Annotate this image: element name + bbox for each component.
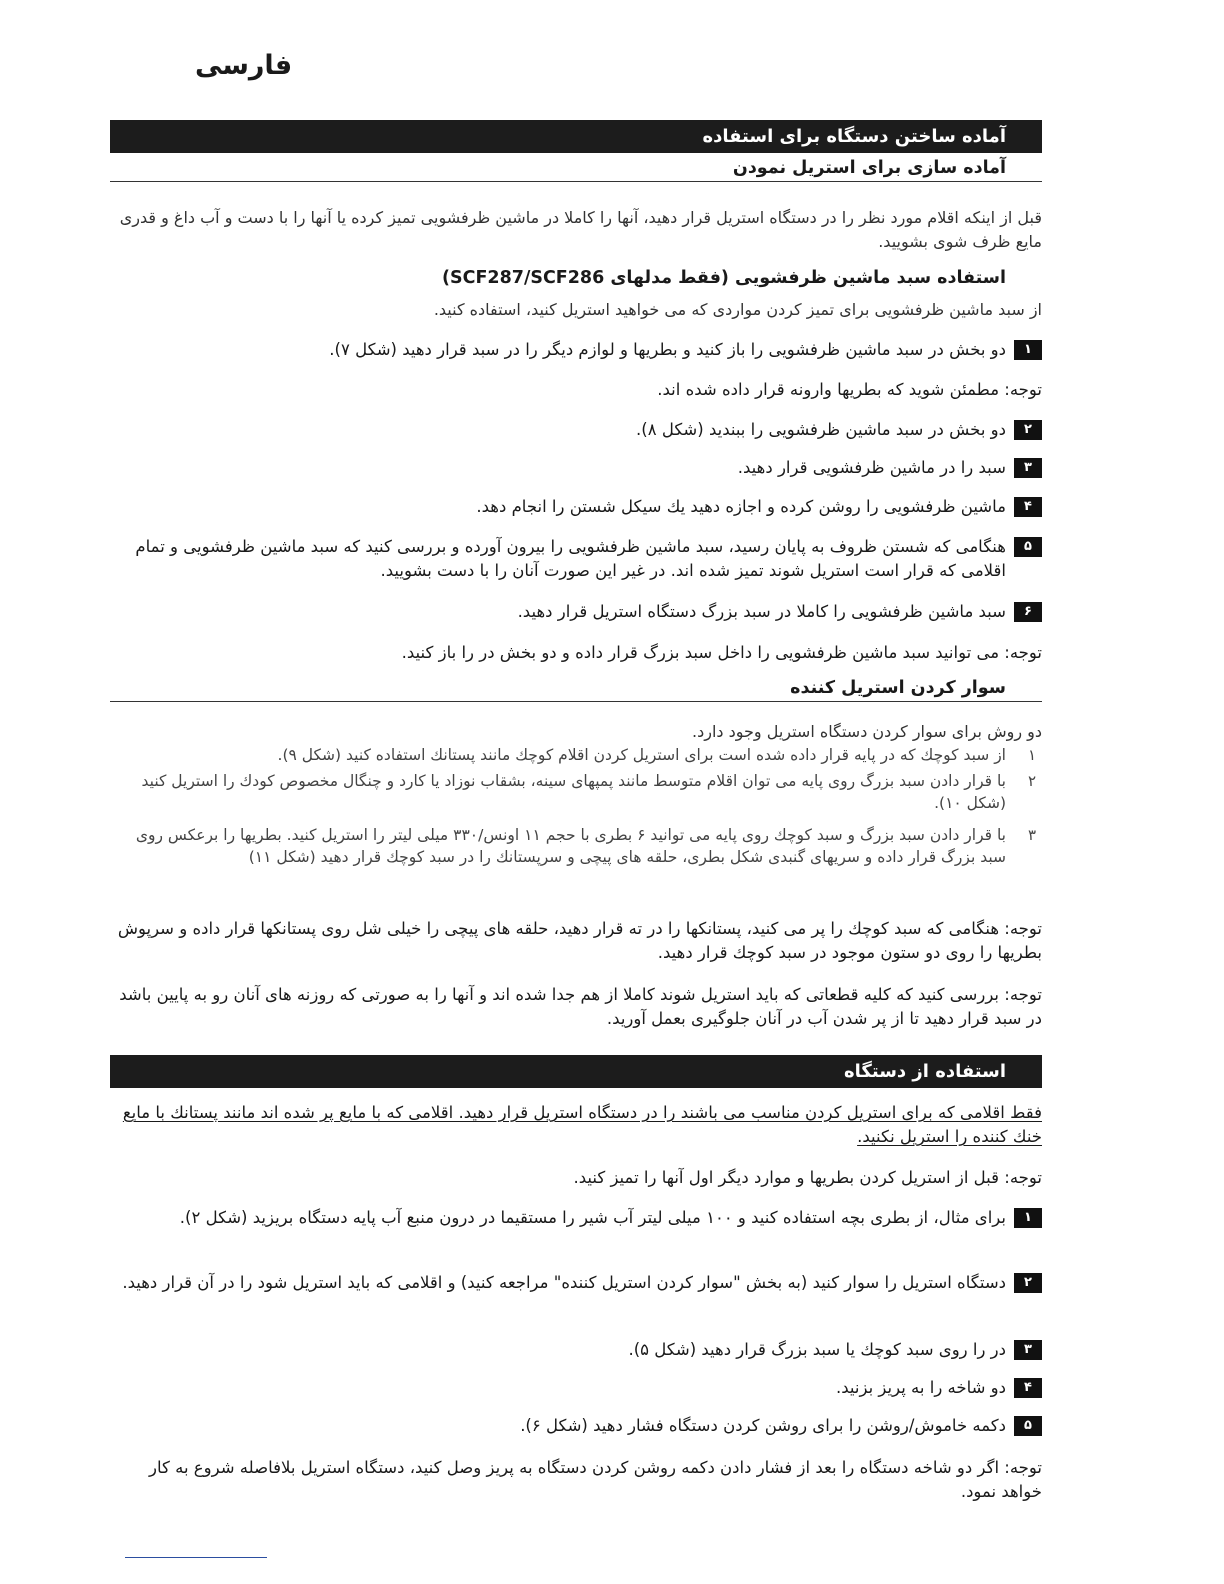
step-text: در را روی سبد کوچك یا سبد بزرگ قرار دهید (شکل ۵). bbox=[628, 1340, 1006, 1359]
step-text: دو بخش در سبد ماشین ظرفشویی را باز کنید و بطریها و لوازم دیگر را در سبد قرار دهید (شکل ۷). bbox=[329, 340, 1006, 359]
heading-dishwasher-basket: استفاده سبد ماشین ظرفشویی (فقط مدلهای SCF287/SCF286) bbox=[442, 268, 1006, 288]
step-text: سبد ماشین ظرفشویی را کاملا در سبد بزرگ دستگاه استریل قرار دهید. bbox=[517, 602, 1006, 621]
footer-divider bbox=[125, 1557, 267, 1558]
assembly-item-2 bbox=[110, 770, 1042, 814]
note-clean-first: توجه: قبل از استریل کردن بطریها و موارد دیگر اول آنها را تمیز کنید. bbox=[573, 1168, 1042, 1187]
note-small-basket: توجه: هنگامی که سبد کوچك را پر می کنید، پستانکها را در ته قرار دهید، حلقه های پیچی را خیلی شل روی پستانکها قرار داده و سرپوش بطریها را روی دو ستون موجود در سبد کوچك قرار دهید. bbox=[117, 919, 1042, 962]
step-number: ۳ bbox=[1014, 458, 1042, 478]
note-dishwasher-basket-inside: توجه: می توانید سبد ماشین ظرفشویی را داخل سبد بزرگ قرار داده و دو بخش در را باز کنید. bbox=[401, 643, 1042, 662]
paragraph-sterilization-prep: قبل از اینکه اقلام مورد نظر را در دستگاه استریل قرار دهید، آنها را کاملا در ماشین ظرفشویی تمیز کرده یا آنها را با دست و آب داغ و قدری مایع ظرف شوی بشویید. bbox=[119, 208, 1042, 251]
list-number: ۱ bbox=[1027, 746, 1036, 764]
list-text: با قرار دادن سبد بزرگ روی پایه می توان اقلام متوسط مانند پمپهای سینه، بشقاب نوزاد یا کارد و چنگال مخصوص کودك را استریل کنید (شکل ۱۰). bbox=[141, 772, 1006, 812]
assembly-item-3 bbox=[110, 824, 1042, 868]
note-immediate-start: توجه: اگر دو شاخه دستگاه را بعد از فشار دادن دکمه روشن کردن دستگاه به پریز وصل کنید، دستگاه استریل بلافاصله شروع به کار خواهد نمود. bbox=[149, 1458, 1042, 1501]
paragraph-assembly-intro: دو روش برای سوار کردن دستگاه استریل وجود دارد. bbox=[692, 722, 1042, 741]
section-header-usage: استفاده از دستگاه bbox=[110, 1055, 1042, 1088]
step-text: سبد را در ماشین ظرفشویی قرار دهید. bbox=[737, 458, 1006, 477]
step-usage-2 bbox=[110, 1271, 1042, 1295]
step-number: ۵ bbox=[1014, 1416, 1042, 1436]
step-dishwasher-4 bbox=[110, 495, 1042, 519]
note-bottles-inverted: توجه: مطمئن شوید که بطریها وارونه قرار داده شده اند. bbox=[657, 380, 1042, 399]
step-number: ۲ bbox=[1014, 420, 1042, 440]
step-dishwasher-2 bbox=[110, 418, 1042, 442]
assembly-item-1 bbox=[110, 744, 1042, 766]
step-usage-5 bbox=[110, 1414, 1042, 1438]
step-text: برای مثال، از بطری بچه استفاده کنید و ۱۰۰ میلی لیتر آب شیر را مستقیما در درون منبع آب پایه دستگاه بریزید (شکل ۲). bbox=[179, 1208, 1006, 1227]
step-dishwasher-5 bbox=[110, 535, 1042, 583]
subheading-sterilization-prep: آماده سازی برای استریل نمودن bbox=[110, 158, 1042, 182]
step-usage-3 bbox=[110, 1338, 1042, 1362]
step-number: ۳ bbox=[1014, 1340, 1042, 1360]
step-number: ۱ bbox=[1014, 340, 1042, 360]
subheading-assembly: سوار کردن استریل کننده bbox=[110, 678, 1042, 702]
step-dishwasher-6 bbox=[110, 600, 1042, 624]
step-number: ۶ bbox=[1014, 602, 1042, 622]
step-number: ۴ bbox=[1014, 497, 1042, 517]
list-text: از سبد کوچك که در پایه قرار داده شده است برای استریل کردن اقلام کوچك مانند پستانك استفاده کنید (شکل ۹). bbox=[277, 746, 1006, 764]
list-number: ۲ bbox=[1027, 772, 1036, 790]
step-text: دکمه خاموش/روشن را برای روشن کردن دستگاه فشار دهید (شکل ۶). bbox=[520, 1416, 1006, 1435]
list-number: ۳ bbox=[1027, 826, 1036, 844]
step-number: ۲ bbox=[1014, 1273, 1042, 1293]
step-number: ۴ bbox=[1014, 1378, 1042, 1398]
warning-suitable-items: فقط اقلامی که برای استریل کردن مناسب می باشند را در دستگاه استریل قرار دهید. اقلامی که با مایع پر شده اند مانند پستانك با مایع خنك کننده را استریل نکنید. bbox=[122, 1103, 1042, 1146]
step-number: ۱ bbox=[1014, 1208, 1042, 1228]
section-header-preparation: آماده ساختن دستگاه برای استفاده bbox=[110, 120, 1042, 153]
step-usage-1 bbox=[110, 1206, 1042, 1230]
note-parts-separated: توجه: بررسی کنید که کلیه قطعاتی که باید استریل شوند کاملا از هم جدا شده اند و آنها را به صورتی که روزنه های آنان رو به پایین باشد در سبد قرار دهید تا از پر شدن آب در آنان جلوگیری بعمل آورید. bbox=[119, 985, 1042, 1028]
step-text: دو بخش در سبد ماشین ظرفشویی را ببندید (شکل ۸). bbox=[636, 420, 1006, 439]
step-number: ۵ bbox=[1014, 537, 1042, 557]
step-dishwasher-3 bbox=[110, 456, 1042, 480]
paragraph-dishwasher-intro: از سبد ماشین ظرفشویی برای تمیز کردن مواردی که می خواهید استریل کنید، استفاده کنید. bbox=[433, 300, 1042, 319]
step-usage-4 bbox=[110, 1376, 1042, 1400]
step-text: هنگامی که شستن ظروف به پایان رسید، سبد ماشین ظرفشویی را بیرون آورده و بررسی کنید که سبد ماشین ظرفشویی و تمام اقلامی که قرار است استریل شوند تمیز شده اند. در غیر این صورت آنان را با دست بشویید. bbox=[135, 537, 1006, 580]
list-text: با قرار دادن سبد بزرگ و سبد کوچك روی پایه می توانید ۶ بطری با حجم ۱۱ اونس/۳۳۰ میلی لیتر را استریل کنید. بطریها را برعکس روی سبد بزرگ قرار داده و سریهای گنبدی شکل بطری، حلقه های پیچی و سرپستانك را در سبد کوچك قرار دهید (شکل ۱۱) bbox=[135, 826, 1006, 866]
step-text: دو شاخه را به پریز بزنید. bbox=[836, 1378, 1006, 1397]
step-dishwasher-1 bbox=[110, 338, 1042, 362]
language-title: فارسی bbox=[195, 50, 293, 81]
step-text: دستگاه استریل را سوار کنید (به بخش "سوار کردن استریل کننده" مراجعه کنید) و اقلامی که باید استریل شود را در آن قرار دهید. bbox=[122, 1273, 1006, 1292]
step-text: ماشین ظرفشویی را روشن کرده و اجازه دهید یك سیكل شستن را انجام دهد. bbox=[476, 497, 1006, 516]
